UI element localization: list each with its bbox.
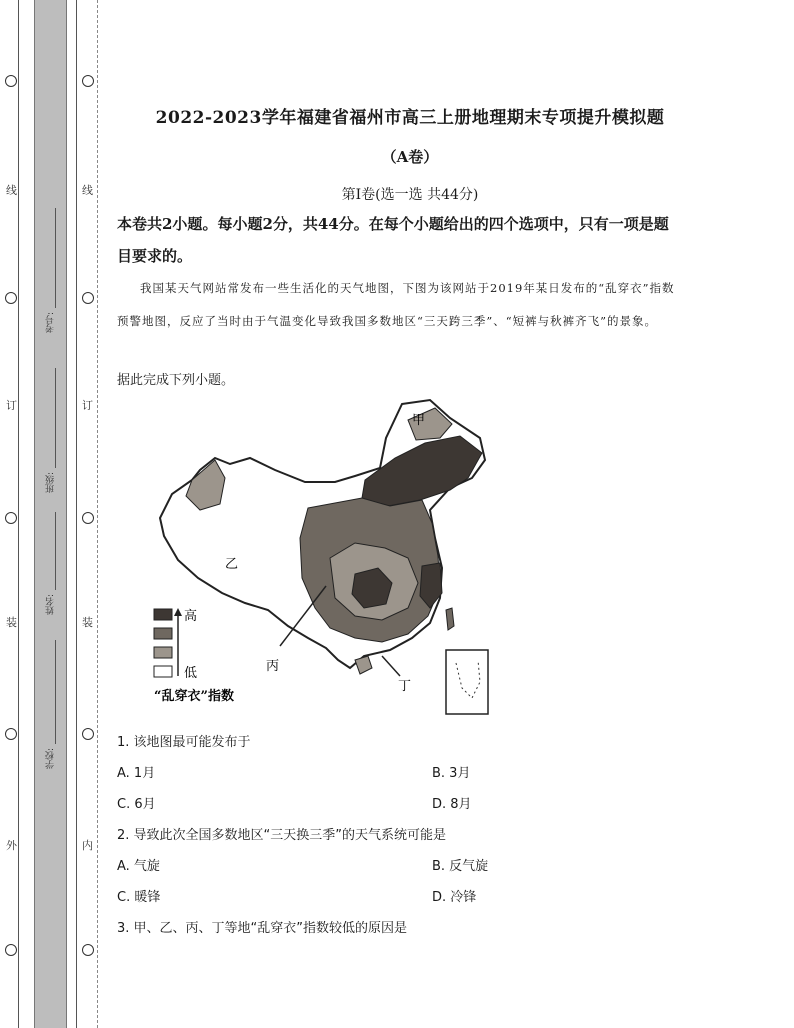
question-2-option-c[interactable]: C. 暖锋 — [117, 890, 161, 905]
lead-text: 据此完成下列小题。 — [117, 373, 235, 388]
question-2-option-d[interactable]: D. 冷锋 — [432, 890, 477, 905]
legend-arrow-head — [174, 608, 182, 616]
region-high-north — [362, 436, 482, 506]
question-2-option-a[interactable]: A. 气旋 — [117, 859, 160, 874]
question-2-stem: 2. 导致此次全国多数地区“三天换三季”的天气系统可能是 — [117, 828, 447, 843]
margin-line-inner — [76, 0, 77, 1028]
field-exam-number: 考号: — [46, 312, 56, 334]
map-label-yi: 乙 — [225, 557, 239, 572]
question-3-stem: 3. 甲、乙、丙、丁等地“乱穿衣”指数较低的原因是 — [117, 921, 408, 936]
question-2-option-b[interactable]: B. 反气旋 — [432, 859, 489, 874]
hole-circle — [82, 728, 94, 740]
binding-gutter — [34, 0, 67, 1028]
question-1-stem: 1. 该地图最可能发布于 — [117, 735, 251, 750]
field-underline — [55, 640, 56, 744]
hole-circle — [5, 292, 17, 304]
hainan-island — [355, 656, 372, 674]
map-label-jia: 甲 — [412, 413, 426, 428]
cut-line — [97, 0, 98, 1028]
hole-circle — [82, 944, 94, 956]
map-label-bing: 丙 — [266, 659, 280, 674]
hole-circle — [82, 75, 94, 87]
margin-char-inner: 装 — [82, 616, 93, 629]
hole-circle — [82, 292, 94, 304]
map-label-ding: 丁 — [398, 679, 412, 694]
question-1-option-a[interactable]: A. 1月 — [117, 766, 156, 781]
instructions: 本卷共2小题。每小题2分，共44分。在每个小题给出的四个选项中，只有一项是题目要求的。 — [117, 215, 669, 265]
question-1-option-c[interactable]: C. 6月 — [117, 797, 156, 812]
margin-char-inner: 内 — [82, 839, 93, 852]
south-china-sea-inset — [446, 650, 488, 714]
margin-char-outer: 装 — [6, 616, 17, 629]
hole-circle — [82, 512, 94, 524]
hole-circle — [5, 512, 17, 524]
taiwan-island — [446, 608, 454, 630]
legend-label-high: 高 — [184, 609, 198, 624]
field-name: 姓名: — [46, 594, 56, 616]
question-1-option-d[interactable]: D. 8月 — [432, 797, 472, 812]
hole-circle — [5, 75, 17, 87]
hole-circle — [5, 728, 17, 740]
margin-char-inner: 线 — [82, 184, 93, 197]
field-underline — [55, 208, 56, 308]
pointer-line-ding — [382, 656, 400, 676]
field-school: 学校: — [46, 748, 56, 770]
margin-line-outer — [18, 0, 19, 1028]
hole-circle — [5, 944, 17, 956]
field-underline — [55, 512, 56, 590]
field-underline — [55, 368, 56, 468]
field-class: 班级: — [46, 472, 56, 494]
question-1-option-b[interactable]: B. 3月 — [432, 766, 471, 781]
legend-swatch-low — [154, 666, 172, 677]
margin-char-inner: 订 — [82, 399, 93, 412]
section-heading: 第Ⅰ卷(选一选 共44分) — [341, 187, 479, 203]
legend-title: “乱穿衣”指数 — [154, 689, 234, 704]
passage-text: 我国某天气网站常发布一些生活化的天气地图，下图为该网站于2019年某日发布的“乱穿衣”指数预警地图，反应了当时由于气温变化导致我国多数地区“三天跨三季”、“短裤与秋裤齐飞”的景象。 — [117, 281, 675, 328]
paper-subtitle: （A卷） — [381, 148, 439, 166]
legend-swatch-midhigh — [154, 628, 172, 639]
margin-char-outer: 外 — [6, 839, 17, 852]
legend-label-low: 低 — [184, 666, 198, 681]
legend-swatch-mid — [154, 647, 172, 658]
paper-title: 2022-2023学年福建省福州市高三上册地理期末专项提升模拟题 — [155, 108, 665, 128]
margin-char-outer: 订 — [6, 399, 17, 412]
margin-char-outer: 线 — [6, 184, 17, 197]
china-map-figure — [150, 398, 500, 718]
legend-swatch-high — [154, 609, 172, 620]
